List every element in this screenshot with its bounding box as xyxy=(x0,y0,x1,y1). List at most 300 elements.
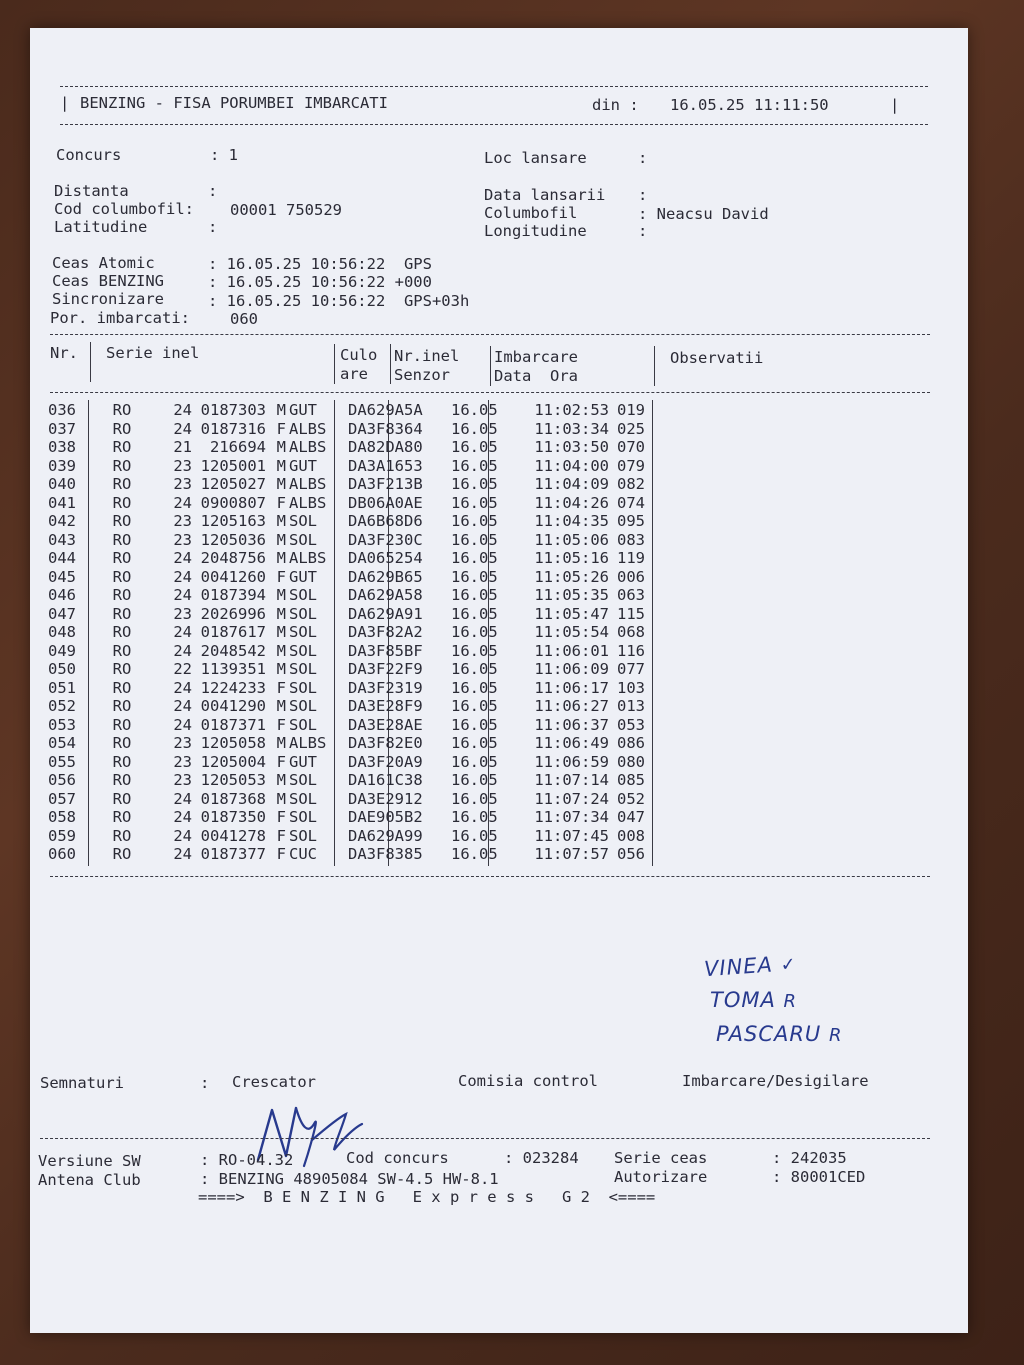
cell-date: 16.05 xyxy=(451,641,498,660)
cell-sen: DA3F82E0 xyxy=(348,734,423,752)
cell-sex: M xyxy=(276,623,286,641)
cell-col: SOL xyxy=(289,808,317,826)
ceas-atomic-value: : 16.05.25 10:56:22 GPS xyxy=(208,255,432,273)
versiune-value: : RO-04.32 xyxy=(200,1151,294,1169)
cell-date: 16.05 xyxy=(451,771,498,789)
cell-yr: 23 xyxy=(173,734,192,752)
rule xyxy=(90,342,91,382)
cell-obs: 047 xyxy=(617,808,645,826)
cell-date: 16.05 xyxy=(451,623,498,641)
cell-nr: 060 xyxy=(48,845,76,863)
cell-date: 16.05 xyxy=(451,419,498,438)
divider xyxy=(50,334,930,335)
cell-nr: 042 xyxy=(48,512,76,530)
cell-col: SOL xyxy=(289,641,317,660)
cell-sex: F xyxy=(276,845,286,863)
cell-obs: 080 xyxy=(617,752,645,771)
cell-col: ALBS xyxy=(289,493,327,512)
cell-nr: 048 xyxy=(48,623,76,641)
cell-yr: 24 xyxy=(173,549,192,567)
table-row xyxy=(48,845,677,864)
data-lansarii-label: Data lansarii xyxy=(484,186,606,204)
cell-ro: RO xyxy=(112,678,132,697)
cell-sex: F xyxy=(276,493,286,512)
cell-obs: 079 xyxy=(617,456,645,475)
cell-num: 1205027 xyxy=(200,475,266,493)
por-imbarcati-label: Por. imbarcati: xyxy=(50,309,190,327)
cell-nr: 054 xyxy=(48,734,76,752)
sincronizare-value: : 16.05.25 10:56:22 GPS+03h xyxy=(208,292,470,310)
cell-yr: 22 xyxy=(173,660,192,678)
cell-col: SOL xyxy=(289,623,317,641)
cell-time: 11:07:45 xyxy=(534,826,609,845)
sincronizare-label: Sincronizare xyxy=(52,290,164,308)
cell-num: 1205001 xyxy=(200,456,266,475)
cell-nr: 043 xyxy=(48,530,76,549)
cell-date: 16.05 xyxy=(451,401,498,419)
cell-nr: 040 xyxy=(48,475,76,493)
cell-num: 0187377 xyxy=(200,845,266,863)
cell-yr: 24 xyxy=(173,623,192,641)
cell-date: 16.05 xyxy=(451,475,498,493)
cell-col: SOL xyxy=(289,678,317,697)
cell-ro: RO xyxy=(112,493,132,512)
ceas-benzing-value: : 16.05.25 10:56:22 +000 xyxy=(208,273,432,291)
cell-sex: F xyxy=(276,419,286,438)
cell-nr: 039 xyxy=(48,456,76,475)
signature-comisia: Comisia control xyxy=(458,1072,598,1090)
cell-col: CUC xyxy=(289,845,317,863)
printed-sheet xyxy=(30,28,968,1333)
cod-columbofil-label: Cod columbofil: xyxy=(54,200,194,218)
cell-num: 0041290 xyxy=(200,697,266,715)
ceas-benzing-label: Ceas BENZING xyxy=(52,272,164,290)
cell-num: 1224233 xyxy=(200,678,266,697)
cell-sen: DA3F22F9 xyxy=(348,660,423,678)
cell-num: 0187303 xyxy=(200,401,266,419)
cell-obs: 056 xyxy=(617,845,645,863)
pigeon-table xyxy=(48,401,677,864)
loc-lansare-value: : xyxy=(638,149,648,167)
cell-col: ALBS xyxy=(289,734,327,752)
rule xyxy=(654,346,655,386)
signature-imbarcare: Imbarcare/Desigilare xyxy=(682,1072,869,1090)
cell-time: 11:07:14 xyxy=(534,771,609,789)
cell-sen: DA629A99 xyxy=(348,826,423,845)
cell-time: 11:04:35 xyxy=(534,512,609,530)
table-row xyxy=(48,494,677,513)
cell-date: 16.05 xyxy=(451,808,498,826)
cell-num: 1205053 xyxy=(200,771,266,789)
cell-date: 16.05 xyxy=(451,660,498,678)
cell-ro: RO xyxy=(112,660,132,678)
cell-ro: RO xyxy=(112,567,132,586)
cell-sen: DA3F8385 xyxy=(348,845,423,863)
cell-date: 16.05 xyxy=(451,604,498,623)
cell-nr: 038 xyxy=(48,438,76,456)
cell-yr: 24 xyxy=(173,493,192,512)
table-row xyxy=(48,642,677,661)
cell-sex: F xyxy=(276,752,286,771)
cell-nr: 059 xyxy=(48,826,76,845)
cell-sen: DAE905B2 xyxy=(348,808,423,826)
cell-yr: 24 xyxy=(173,697,192,715)
cell-sex: M xyxy=(276,641,286,660)
cell-sen: DA3F230C xyxy=(348,530,423,549)
cell-obs: 053 xyxy=(617,715,645,734)
cell-yr: 24 xyxy=(173,715,192,734)
cell-yr: 24 xyxy=(173,419,192,438)
cell-col: SOL xyxy=(289,715,317,734)
cell-ro: RO xyxy=(112,808,132,826)
table-row xyxy=(48,457,677,476)
header-bar-left: | xyxy=(60,94,70,112)
cell-time: 11:06:59 xyxy=(534,752,609,771)
cell-sen: DA161C38 xyxy=(348,771,423,789)
cell-num: 0041260 xyxy=(200,567,266,586)
table-row xyxy=(48,475,677,494)
cell-nr: 051 xyxy=(48,678,76,697)
cod-concurs-value: : 023284 xyxy=(504,1149,579,1167)
cell-sex: F xyxy=(276,808,286,826)
distanta-value: : xyxy=(208,182,218,200)
cell-col: SOL xyxy=(289,697,317,715)
loc-lansare-label: Loc lansare xyxy=(484,149,587,167)
cell-col: SOL xyxy=(289,512,317,530)
table-row xyxy=(48,771,677,790)
cell-col: ALBS xyxy=(289,438,327,456)
cell-time: 11:06:09 xyxy=(534,660,609,678)
cell-col: SOL xyxy=(289,660,317,678)
cell-obs: 082 xyxy=(617,475,645,493)
cell-time: 11:07:57 xyxy=(534,845,609,863)
cell-ro: RO xyxy=(112,549,132,567)
cell-nr: 037 xyxy=(48,419,76,438)
cell-sex: M xyxy=(276,771,286,789)
table-row xyxy=(48,753,677,772)
cell-ro: RO xyxy=(112,604,132,623)
cell-num: 0187316 xyxy=(200,419,266,438)
cell-sen: DA3E28AE xyxy=(348,715,423,734)
cell-sex: M xyxy=(276,789,286,808)
table-row xyxy=(48,586,677,605)
col-culoare-1: Culo xyxy=(340,346,378,364)
cell-obs: 013 xyxy=(617,697,645,715)
cell-date: 16.05 xyxy=(451,678,498,697)
cell-ro: RO xyxy=(112,512,132,530)
table-row xyxy=(48,697,677,716)
cell-yr: 24 xyxy=(173,678,192,697)
cell-col: SOL xyxy=(289,771,317,789)
cell-nr: 041 xyxy=(48,493,76,512)
cell-sex: M xyxy=(276,660,286,678)
cell-ro: RO xyxy=(112,401,132,419)
cell-sen: DA3F213B xyxy=(348,475,423,493)
rule xyxy=(490,346,491,386)
cell-sen: DB06A0AE xyxy=(348,493,423,512)
cell-sex: F xyxy=(276,715,286,734)
cell-time: 11:05:54 xyxy=(534,623,609,641)
cell-yr: 21 xyxy=(173,438,192,456)
cell-col: GUT xyxy=(289,567,317,586)
concurs-label: Concurs xyxy=(56,146,122,164)
cell-ro: RO xyxy=(112,826,132,845)
cell-obs: 008 xyxy=(617,826,645,845)
cell-num: 2026996 xyxy=(200,604,266,623)
cell-date: 16.05 xyxy=(451,845,498,863)
latitudine-value: : xyxy=(208,218,218,236)
table-row xyxy=(48,568,677,587)
cell-col: SOL xyxy=(289,604,317,623)
header-din-label: din : xyxy=(592,96,639,114)
cell-ro: RO xyxy=(112,789,132,808)
cell-date: 16.05 xyxy=(451,567,498,586)
cell-num: 0187368 xyxy=(200,789,266,808)
cell-sex: F xyxy=(276,567,286,586)
cell-ro: RO xyxy=(112,623,132,641)
table-row xyxy=(48,734,677,753)
cell-time: 11:04:26 xyxy=(534,493,609,512)
cell-sen: DA3E28F9 xyxy=(348,697,423,715)
cell-obs: 077 xyxy=(617,660,645,678)
cell-nr: 050 xyxy=(48,660,76,678)
cell-date: 16.05 xyxy=(451,752,498,771)
cell-time: 11:06:37 xyxy=(534,715,609,734)
cell-nr: 057 xyxy=(48,789,76,808)
cell-sex: M xyxy=(276,734,286,752)
cell-col: GUT xyxy=(289,456,317,475)
cell-col: SOL xyxy=(289,789,317,808)
handwritten-name-2: TOMA R xyxy=(710,988,798,1012)
cell-time: 11:05:47 xyxy=(534,604,609,623)
cell-yr: 24 xyxy=(173,808,192,826)
cell-sen: DA3F20A9 xyxy=(348,752,423,771)
cell-sex: M xyxy=(276,549,286,567)
cell-yr: 24 xyxy=(173,567,192,586)
col-serie-inel: Serie inel xyxy=(106,344,200,362)
cell-sen: DA065254 xyxy=(348,549,423,567)
cell-nr: 052 xyxy=(48,697,76,715)
divider xyxy=(60,124,928,125)
cell-num: 1205163 xyxy=(200,512,266,530)
cell-ro: RO xyxy=(112,419,132,438)
cell-obs: 095 xyxy=(617,512,645,530)
cell-nr: 047 xyxy=(48,604,76,623)
cell-obs: 103 xyxy=(617,678,645,697)
cell-obs: 086 xyxy=(617,734,645,752)
handwritten-name-3: PASCARU R xyxy=(716,1022,843,1046)
cell-obs: 085 xyxy=(617,771,645,789)
cell-yr: 23 xyxy=(173,456,192,475)
data-lansarii-value: : xyxy=(638,186,648,204)
cell-time: 11:07:24 xyxy=(534,789,609,808)
cell-nr: 056 xyxy=(48,771,76,789)
rule xyxy=(390,344,391,384)
cell-sex: M xyxy=(276,512,286,530)
header-datetime: 16.05.25 11:11:50 xyxy=(670,96,829,114)
table-row xyxy=(48,790,677,809)
antena-label: Antena Club xyxy=(38,1171,141,1189)
cell-obs: 063 xyxy=(617,586,645,604)
cell-nr: 058 xyxy=(48,808,76,826)
cell-sex: M xyxy=(276,697,286,715)
cell-time: 11:06:49 xyxy=(534,734,609,752)
cell-sex: F xyxy=(276,678,286,697)
cell-ro: RO xyxy=(112,734,132,752)
cell-sex: F xyxy=(276,826,286,845)
cell-sen: DA6B68D6 xyxy=(348,512,423,530)
versiune-label: Versiune SW xyxy=(38,1152,141,1170)
cell-time: 11:05:16 xyxy=(534,549,609,567)
cell-sen: DA629A91 xyxy=(348,604,423,623)
cell-nr: 053 xyxy=(48,715,76,734)
autorizare-value: : 80001CED xyxy=(772,1168,866,1186)
table-row xyxy=(48,827,677,846)
cell-date: 16.05 xyxy=(451,715,498,734)
divider xyxy=(60,86,928,87)
cell-ro: RO xyxy=(112,752,132,771)
cell-date: 16.05 xyxy=(451,789,498,808)
cell-yr: 23 xyxy=(173,604,192,623)
semnaturi-label: Semnaturi xyxy=(40,1074,124,1092)
cell-nr: 046 xyxy=(48,586,76,604)
cell-sen: DA3F85BF xyxy=(348,641,423,660)
cell-date: 16.05 xyxy=(451,826,498,845)
cell-obs: 019 xyxy=(617,401,645,419)
cell-obs: 052 xyxy=(617,789,645,808)
cell-date: 16.05 xyxy=(451,438,498,456)
cell-yr: 24 xyxy=(173,789,192,808)
cell-num: 216694 xyxy=(210,438,266,456)
cell-num: 2048756 xyxy=(200,549,266,567)
cell-yr: 23 xyxy=(173,512,192,530)
table-row xyxy=(48,531,677,550)
cell-sex: M xyxy=(276,604,286,623)
cell-yr: 24 xyxy=(173,845,192,863)
cell-obs: 115 xyxy=(617,604,645,623)
cell-date: 16.05 xyxy=(451,512,498,530)
cell-sen: DA629A5A xyxy=(348,401,423,419)
cell-nr: 044 xyxy=(48,549,76,567)
handwritten-name-1: VINEA ✓ xyxy=(703,952,798,982)
cell-sen: DA3E2912 xyxy=(348,789,423,808)
cell-ro: RO xyxy=(112,771,132,789)
cell-col: SOL xyxy=(289,530,317,549)
cell-col: SOL xyxy=(289,586,317,604)
autorizare-label: Autorizare xyxy=(614,1168,708,1186)
cell-yr: 23 xyxy=(173,530,192,549)
cell-sex: M xyxy=(276,586,286,604)
cell-obs: 119 xyxy=(617,549,645,567)
cell-ro: RO xyxy=(112,697,132,715)
cell-num: 1205004 xyxy=(200,752,266,771)
columbofil-label: Columbofil xyxy=(484,204,578,222)
header-title: BENZING - FISA PORUMBEI IMBARCATI xyxy=(80,94,388,112)
table-row xyxy=(48,623,677,642)
cell-col: ALBS xyxy=(289,419,327,438)
cell-num: 1205058 xyxy=(200,734,266,752)
cell-time: 11:04:09 xyxy=(534,475,609,493)
cell-ro: RO xyxy=(112,715,132,734)
table-row xyxy=(48,549,677,568)
antena-value: : BENZING 48905084 SW-4.5 HW-8.1 xyxy=(200,1170,499,1188)
cell-num: 0187394 xyxy=(200,586,266,604)
cell-ro: RO xyxy=(112,456,132,475)
cod-concurs-label: Cod concurs xyxy=(346,1149,449,1167)
columbofil-value: : Neacsu David xyxy=(638,205,769,223)
concurs-value: : 1 xyxy=(210,146,238,164)
cell-date: 16.05 xyxy=(451,734,498,752)
cell-ro: RO xyxy=(112,586,132,604)
cell-time: 11:03:50 xyxy=(534,438,609,456)
cell-time: 11:04:00 xyxy=(534,456,609,475)
semnaturi-colon: : xyxy=(200,1074,210,1092)
cell-date: 16.05 xyxy=(451,697,498,715)
cell-sen: DA3A1653 xyxy=(348,456,423,475)
cell-num: 0041278 xyxy=(200,826,266,845)
cell-obs: 083 xyxy=(617,530,645,549)
cell-ro: RO xyxy=(112,438,132,456)
cell-sex: M xyxy=(276,456,286,475)
col-nr: Nr. xyxy=(50,344,78,362)
rule xyxy=(334,344,335,384)
col-culoare-2: are xyxy=(340,365,368,383)
cell-time: 11:05:35 xyxy=(534,586,609,604)
cell-time: 11:06:27 xyxy=(534,697,609,715)
cell-ro: RO xyxy=(112,530,132,549)
table-row xyxy=(48,438,677,457)
table-row xyxy=(48,660,677,679)
cell-obs: 116 xyxy=(617,641,645,660)
cell-nr: 045 xyxy=(48,567,76,586)
cell-sex: M xyxy=(276,475,286,493)
cell-date: 16.05 xyxy=(451,586,498,604)
cell-num: 1139351 xyxy=(200,660,266,678)
cell-col: ALBS xyxy=(289,475,327,493)
cell-yr: 24 xyxy=(173,401,192,419)
ceas-atomic-label: Ceas Atomic xyxy=(52,254,155,272)
col-senzor: Senzor xyxy=(394,366,450,384)
cell-yr: 24 xyxy=(173,641,192,660)
divider xyxy=(40,1138,930,1139)
cell-num: 0900807 xyxy=(200,493,266,512)
cell-yr: 23 xyxy=(173,752,192,771)
cell-date: 16.05 xyxy=(451,456,498,475)
cell-obs: 025 xyxy=(617,419,645,438)
longitudine-label: Longitudine xyxy=(484,222,587,240)
table-row xyxy=(48,420,677,439)
cell-obs: 070 xyxy=(617,438,645,456)
cell-col: ALBS xyxy=(289,549,327,567)
cell-ro: RO xyxy=(112,641,132,660)
serie-ceas-label: Serie ceas xyxy=(614,1149,708,1167)
cell-sen: DA629B65 xyxy=(348,567,423,586)
latitudine-label: Latitudine xyxy=(54,218,148,236)
cell-yr: 23 xyxy=(173,771,192,789)
cell-date: 16.05 xyxy=(451,530,498,549)
longitudine-value: : xyxy=(638,222,648,240)
cell-time: 11:05:06 xyxy=(534,530,609,549)
distanta-label: Distanta xyxy=(54,182,129,200)
cell-col: GUT xyxy=(289,401,317,419)
cell-time: 11:06:17 xyxy=(534,678,609,697)
cell-obs: 074 xyxy=(617,493,645,512)
cell-col: SOL xyxy=(289,826,317,845)
table-row xyxy=(48,605,677,624)
cell-num: 0187350 xyxy=(200,808,266,826)
cell-time: 11:02:53 xyxy=(534,401,609,419)
cell-sen: DA629A58 xyxy=(348,586,423,604)
